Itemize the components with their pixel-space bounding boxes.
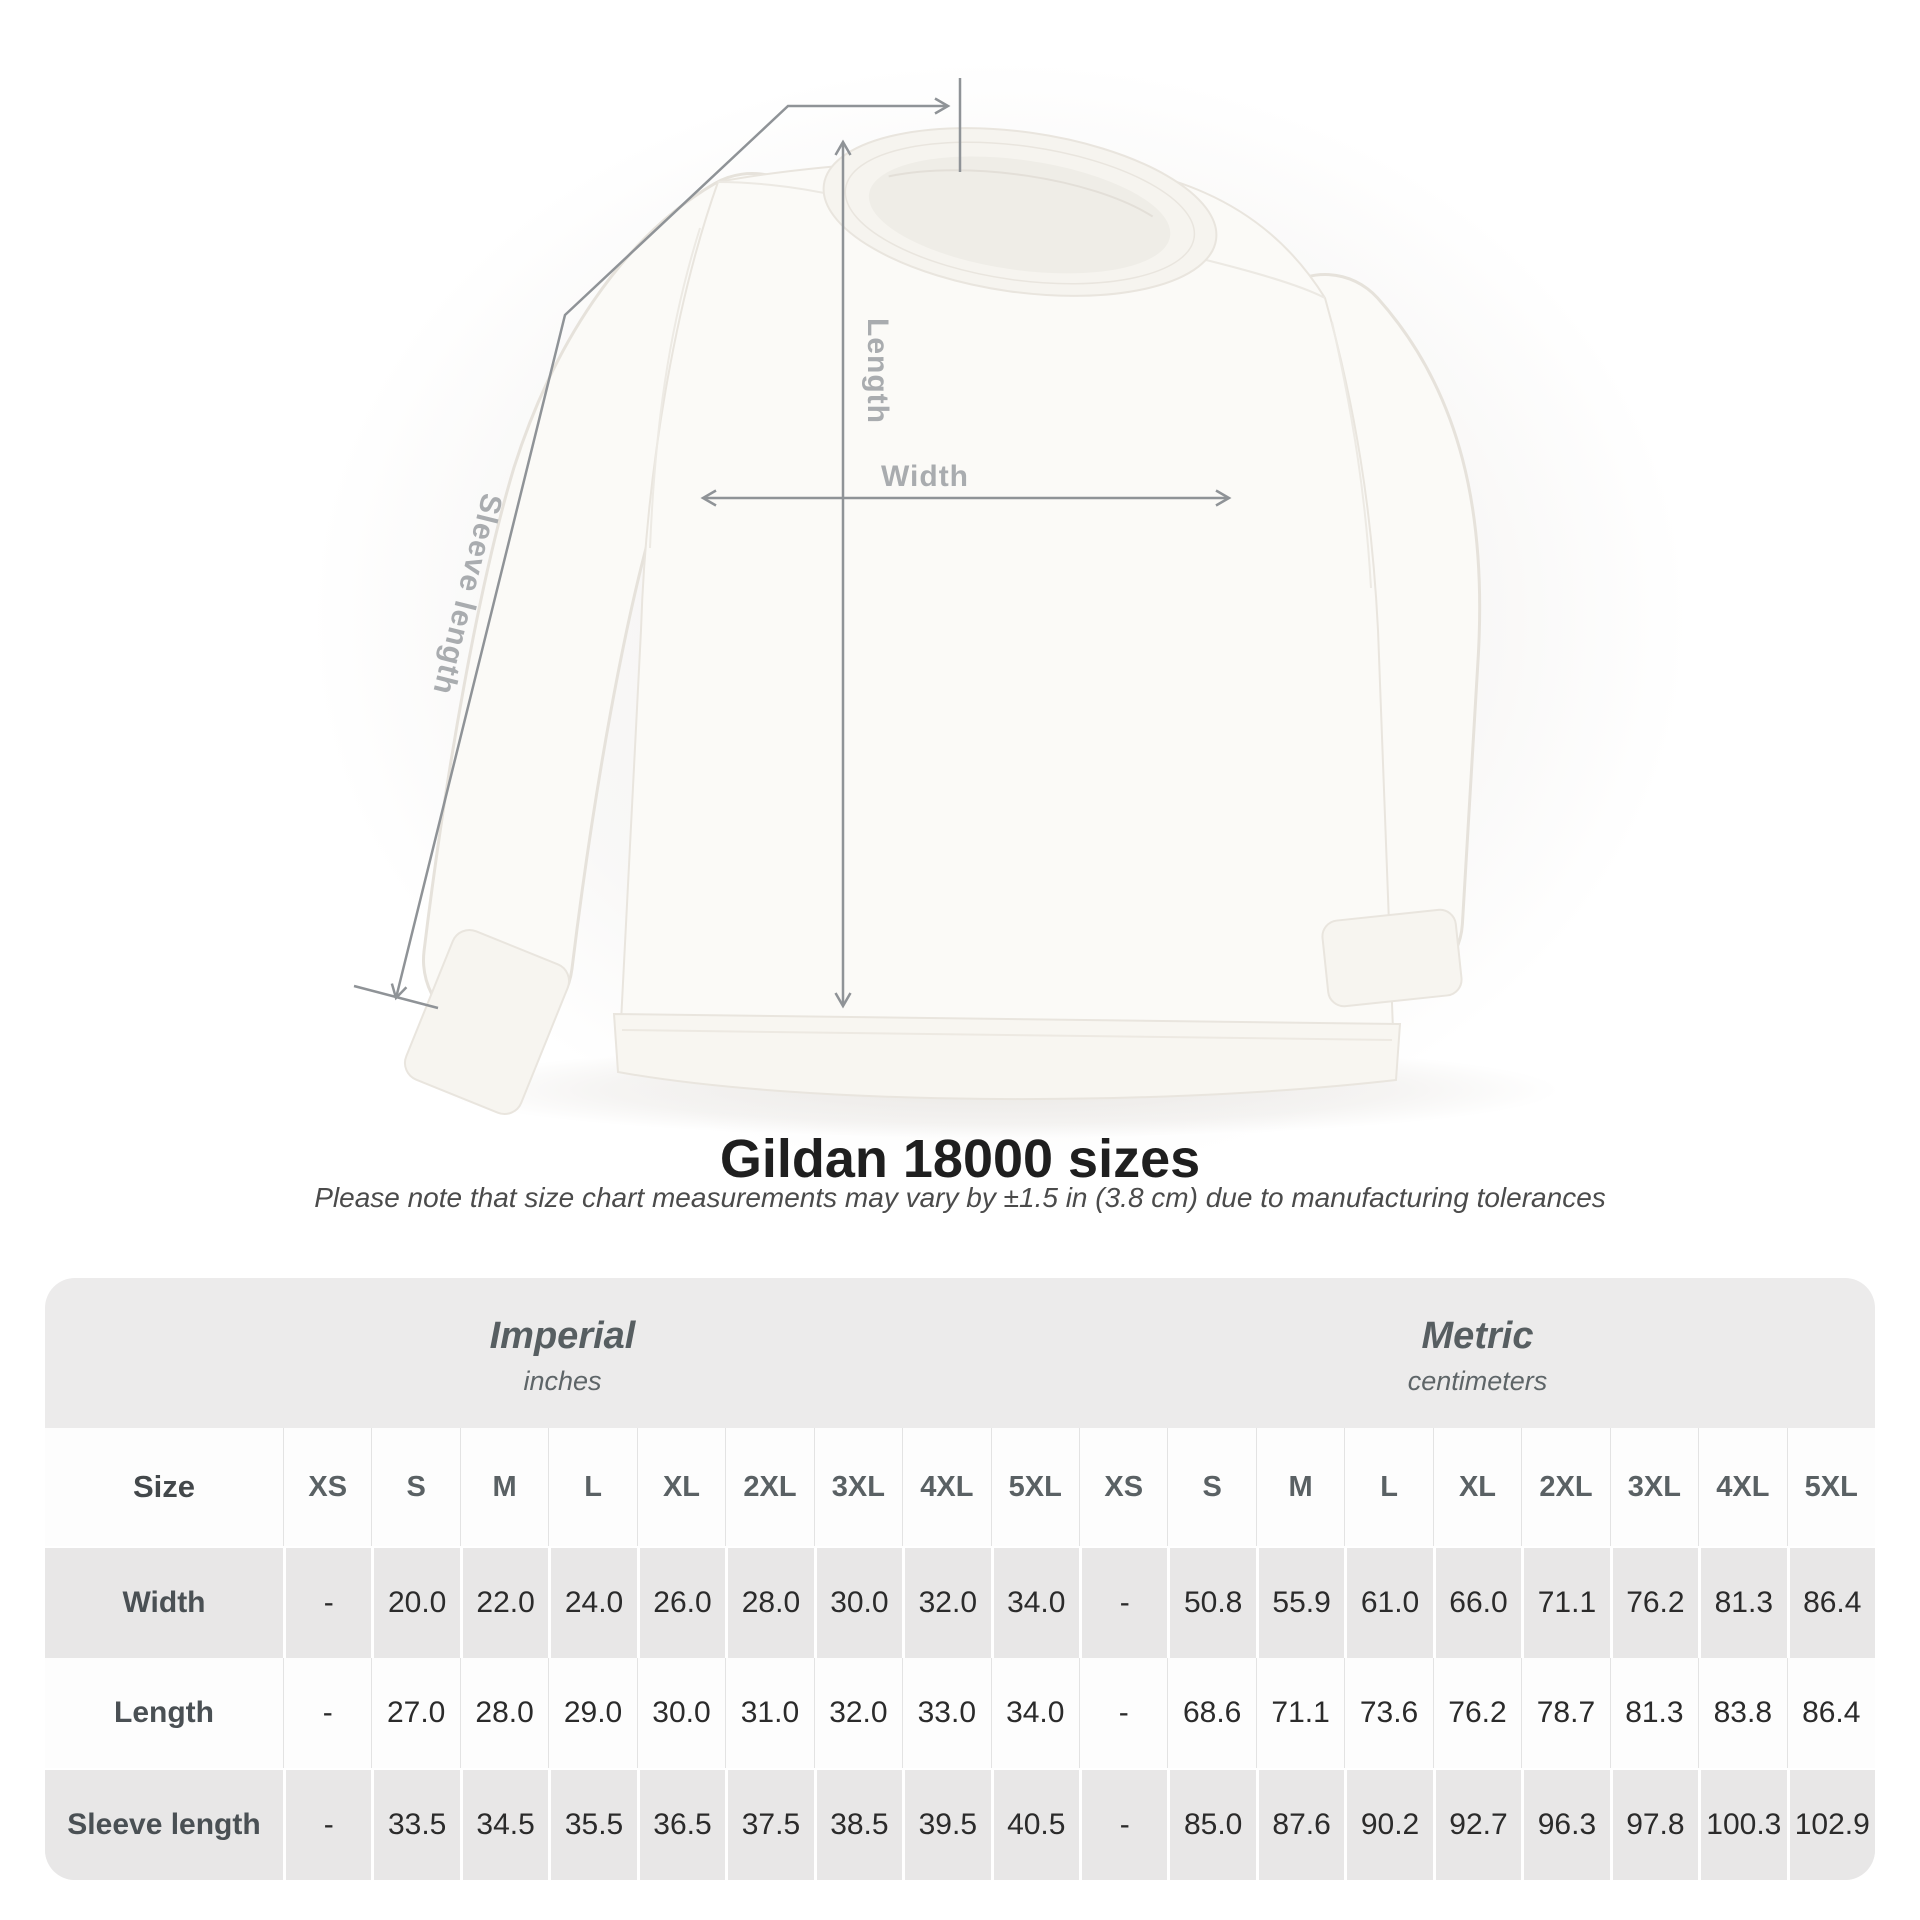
sleeve-length-label: Sleeve length xyxy=(426,490,509,699)
imperial-title: Imperial xyxy=(489,1315,636,1357)
table-cell: 34.0 xyxy=(991,1548,1079,1658)
table-cell: 30.0 xyxy=(814,1548,902,1658)
imperial-unit: inches xyxy=(523,1366,602,1396)
table-cell: 20.0 xyxy=(371,1548,459,1658)
metric-unit: centimeters xyxy=(1407,1366,1548,1396)
table-cell: 34.5 xyxy=(460,1770,548,1880)
table-cell: 3XL xyxy=(1610,1428,1698,1546)
table-row xyxy=(45,1428,1875,1546)
table-cell: M xyxy=(1256,1428,1344,1546)
table-cell: 96.3 xyxy=(1521,1770,1609,1880)
table-cell: S xyxy=(371,1428,459,1546)
length-label: Length xyxy=(861,318,894,424)
table-cell: - xyxy=(283,1548,371,1658)
table-cell: 24.0 xyxy=(548,1548,636,1658)
table-cell: S xyxy=(1167,1428,1255,1546)
imperial-group-header xyxy=(45,1278,1080,1428)
table-cell: L xyxy=(1344,1428,1432,1546)
table-cell: 97.8 xyxy=(1610,1770,1698,1880)
table-cell: 38.5 xyxy=(814,1770,902,1880)
table-rows xyxy=(45,1428,1875,1880)
table-cell: 55.9 xyxy=(1256,1548,1344,1658)
table-cell: 81.3 xyxy=(1610,1658,1698,1768)
table-cell: 40.5 xyxy=(991,1770,1079,1880)
page-title: Gildan 18000 sizes xyxy=(719,1129,1201,1189)
table-cell: 35.5 xyxy=(548,1770,636,1880)
table-cell: 27.0 xyxy=(371,1658,459,1768)
table-cell: 36.5 xyxy=(637,1770,725,1880)
tolerance-note: Please note that size chart measurements may vary by ±1.5 in (3.8 cm) due to manufacturing tolerances xyxy=(314,1182,1606,1213)
table-cell: 73.6 xyxy=(1344,1658,1432,1768)
table-row xyxy=(45,1546,1875,1658)
table-cell: 85.0 xyxy=(1167,1770,1255,1880)
table-cell: 32.0 xyxy=(814,1658,902,1768)
table-cell: 76.2 xyxy=(1610,1548,1698,1658)
table-cell: - xyxy=(1079,1658,1167,1768)
metric-group-header xyxy=(1080,1278,1875,1428)
metric-title: Metric xyxy=(1421,1315,1534,1357)
table-cell: 29.0 xyxy=(548,1658,636,1768)
waistband xyxy=(614,1014,1400,1099)
table-cell: 37.5 xyxy=(725,1770,813,1880)
table-cell: XS xyxy=(283,1428,371,1546)
table-cell: 32.0 xyxy=(902,1548,990,1658)
row-label: Width xyxy=(122,1586,206,1619)
table-cell: 90.2 xyxy=(1344,1770,1432,1880)
size-table xyxy=(45,1278,1875,1880)
table-cell: M xyxy=(460,1428,548,1546)
table-cell: 102.9 xyxy=(1787,1770,1875,1880)
table-cell: - xyxy=(283,1770,371,1880)
table-cell: - xyxy=(1079,1548,1167,1658)
table-cell: 2XL xyxy=(725,1428,813,1546)
table-cell: 22.0 xyxy=(460,1548,548,1658)
width-label: Width xyxy=(880,460,970,493)
table-cell: 78.7 xyxy=(1521,1658,1609,1768)
row-label: Length xyxy=(114,1696,214,1729)
table-cell: - xyxy=(1079,1770,1167,1880)
table-cell: 92.7 xyxy=(1433,1770,1521,1880)
table-cell: 34.0 xyxy=(991,1658,1079,1768)
table-cell: 3XL xyxy=(814,1428,902,1546)
right-cuff xyxy=(1321,908,1463,1008)
table-cell: XS xyxy=(1079,1428,1167,1546)
table-cell: 2XL xyxy=(1521,1428,1609,1546)
table-cell: 30.0 xyxy=(637,1658,725,1768)
size-column-header: Size xyxy=(132,1469,196,1504)
table-cell: 4XL xyxy=(902,1428,990,1546)
table-cell: 4XL xyxy=(1698,1428,1786,1546)
table-cell: 66.0 xyxy=(1433,1548,1521,1658)
table-cell: 100.3 xyxy=(1698,1770,1786,1880)
table-cell: 71.1 xyxy=(1521,1548,1609,1658)
table-cell: L xyxy=(548,1428,636,1546)
table-cell: 33.5 xyxy=(371,1770,459,1880)
unit-group-row xyxy=(45,1278,1875,1428)
table-cell: 71.1 xyxy=(1256,1658,1344,1768)
row-label: Sleeve length xyxy=(67,1808,261,1841)
table-cell: 87.6 xyxy=(1256,1770,1344,1880)
table-cell: 68.6 xyxy=(1167,1658,1255,1768)
table-row xyxy=(45,1768,1875,1880)
table-cell: 76.2 xyxy=(1433,1658,1521,1768)
table-cell: 81.3 xyxy=(1698,1548,1786,1658)
table-cell: - xyxy=(283,1658,371,1768)
table-cell: 5XL xyxy=(991,1428,1079,1546)
table-cell: 61.0 xyxy=(1344,1548,1432,1658)
table-cell: 86.4 xyxy=(1787,1548,1875,1658)
table-cell: 39.5 xyxy=(902,1770,990,1880)
table-cell: XL xyxy=(637,1428,725,1546)
table-cell: 31.0 xyxy=(725,1658,813,1768)
table-row xyxy=(45,1658,1875,1768)
table-cell: 28.0 xyxy=(460,1658,548,1768)
table-cell: 5XL xyxy=(1787,1428,1875,1546)
table-cell: 83.8 xyxy=(1698,1658,1786,1768)
table-cell: XL xyxy=(1433,1428,1521,1546)
table-cell: 50.8 xyxy=(1167,1548,1255,1658)
table-cell: 33.0 xyxy=(902,1658,990,1768)
table-cell: 86.4 xyxy=(1787,1658,1875,1768)
table-cell: 28.0 xyxy=(725,1548,813,1658)
table-cell: 26.0 xyxy=(637,1548,725,1658)
